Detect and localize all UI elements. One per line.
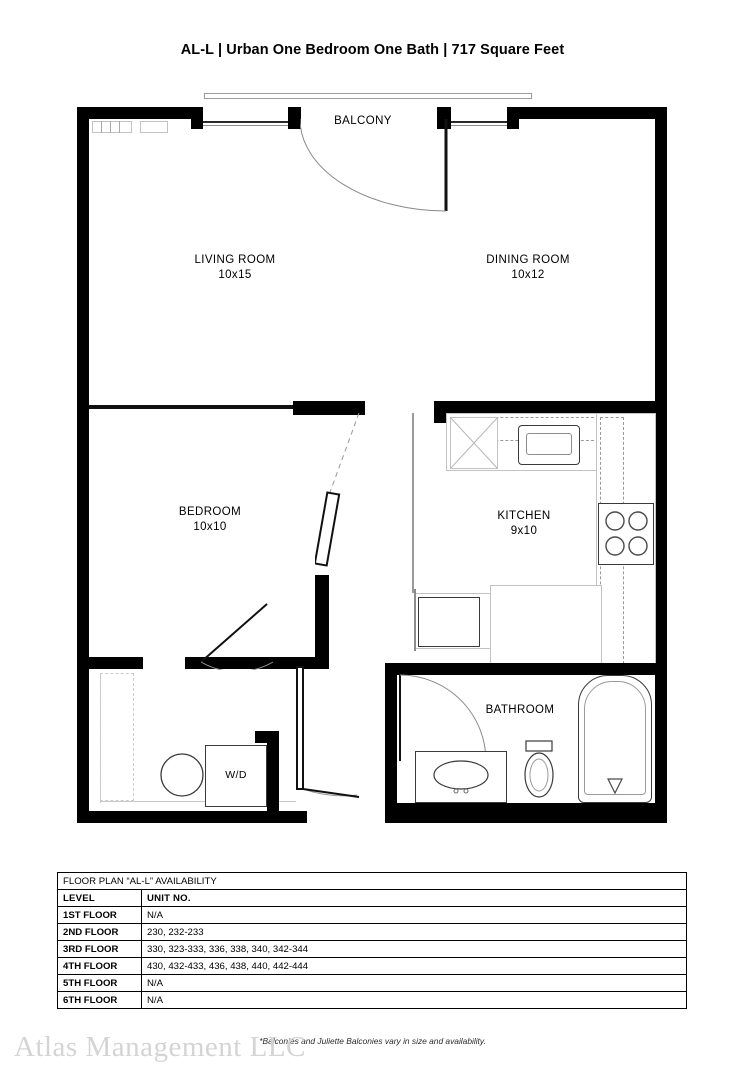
window-hatch-line-3: [119, 121, 120, 133]
room-label-dining: [448, 253, 608, 283]
kitchen-cooktop-burners-icon: [598, 503, 654, 565]
bedroom-door-swing: [315, 411, 375, 571]
table-row: [58, 941, 687, 958]
wall-left-outer: [77, 107, 89, 823]
wall-bottom-outer-right: [385, 803, 667, 823]
room-label-balcony: [293, 114, 433, 129]
kitchen-dims: 9x10: [510, 525, 538, 537]
table-row: [58, 992, 687, 1009]
kitchen-dishwasher-x-icon: [450, 417, 498, 469]
bedroom-name: BEDROOM: [178, 506, 242, 518]
availability-caption: FLOOR PLAN “AL-L” AVAILABILITY: [58, 873, 687, 890]
header-unit-no: UNIT NO.: [142, 890, 687, 907]
bathtub-drain-icon: [600, 775, 630, 801]
living-name: LIVING ROOM: [194, 254, 276, 266]
wall-top-right: [519, 107, 667, 119]
dining-dims: 10x12: [511, 269, 545, 281]
table-row: [58, 907, 687, 924]
row-units: N/A: [142, 975, 687, 992]
water-heater-icon: [158, 751, 206, 799]
wall-right-outer-lower: [655, 402, 667, 823]
watermark: Atlas Management LLC: [14, 1031, 306, 1063]
room-label-living: [155, 253, 315, 283]
balcony-name: BALCONY: [334, 115, 392, 127]
bathroom-name: BATHROOM: [485, 704, 555, 716]
row-units: 330, 323-333, 336, 338, 340, 342-344: [142, 941, 687, 958]
window-hatch-top-left-2: [140, 121, 168, 133]
wd-name: W/D: [225, 769, 247, 781]
room-label-bathroom: [455, 703, 585, 718]
row-units: N/A: [142, 992, 687, 1009]
entry-closet-shelf: [100, 673, 134, 801]
wall-bedroom-right: [315, 575, 329, 663]
balcony-door-glass-left-2: [203, 125, 288, 126]
wall-wd-right: [267, 743, 279, 811]
wall-bedroom-top-thin: [89, 405, 293, 409]
wall-bedroom-left-lower: [89, 657, 143, 669]
table-row: [58, 924, 687, 941]
floor-plan-drawing: [0, 85, 745, 845]
balcony-door-glass-right: [451, 121, 507, 123]
header-level: LEVEL: [58, 890, 142, 907]
wall-wd-top: [255, 731, 279, 743]
balcony-door-swing: [300, 115, 450, 215]
kitchen-fridge: [418, 597, 480, 647]
wall-right-outer-upper: [655, 107, 667, 402]
room-label-bedroom: [130, 505, 290, 535]
room-label-wd: [205, 768, 267, 783]
wall-bath-left: [385, 663, 397, 813]
kitchen-lower-wall: [414, 589, 416, 651]
page-title: AL-L | Urban One Bedroom One Bath | 717 Square Feet: [180, 42, 565, 58]
balcony-rail-outer: [204, 93, 532, 99]
wall-kitchen-left-partition: [412, 413, 414, 593]
row-units: N/A: [142, 907, 687, 924]
availability-table: [57, 872, 687, 1009]
row-level: 2ND FLOOR: [58, 924, 142, 941]
row-level: 6TH FLOOR: [58, 992, 142, 1009]
wall-kitchen-bottom-right: [582, 663, 656, 675]
kitchen-counter-bottom: [490, 585, 602, 669]
wall-kitchen-top-left: [434, 401, 446, 423]
row-level: 4TH FLOOR: [58, 958, 142, 975]
bedroom-dims: 10x10: [193, 521, 227, 533]
row-level: 1ST FLOOR: [58, 907, 142, 924]
wall-balcony-jamb-left: [191, 107, 203, 129]
availability-caption-row: [58, 873, 687, 890]
row-level: 3RD FLOOR: [58, 941, 142, 958]
toilet: [516, 739, 562, 805]
row-units: 430, 432-433, 436, 438, 440, 442-444: [142, 958, 687, 975]
row-units: 230, 232-233: [142, 924, 687, 941]
window-hatch-line-2: [110, 121, 111, 133]
table-row: [58, 975, 687, 992]
window-hatch-line-1: [101, 121, 102, 133]
availability-header-row: [58, 890, 687, 907]
balcony-door-glass-left: [203, 121, 288, 123]
wall-balcony-jamb-right2: [507, 107, 519, 129]
wall-kitchen-top: [434, 401, 656, 413]
window-hatch-top-left: [92, 121, 132, 133]
dining-name: DINING ROOM: [486, 254, 570, 266]
row-level: 5TH FLOOR: [58, 975, 142, 992]
living-dims: 10x15: [218, 269, 252, 281]
kitchen-sink-basin: [526, 433, 572, 455]
table-row: [58, 958, 687, 975]
footnote: *Balconies and Juliette Balconies vary in size and availability.: [259, 1036, 486, 1046]
balcony-door-glass-right-2: [451, 125, 507, 126]
wall-top-left: [77, 107, 191, 119]
bedroom-closet-door-swing: [195, 590, 285, 670]
bathroom-sink-icon: [425, 757, 497, 799]
room-label-kitchen: [449, 509, 599, 539]
kitchen-name: KITCHEN: [497, 510, 551, 522]
